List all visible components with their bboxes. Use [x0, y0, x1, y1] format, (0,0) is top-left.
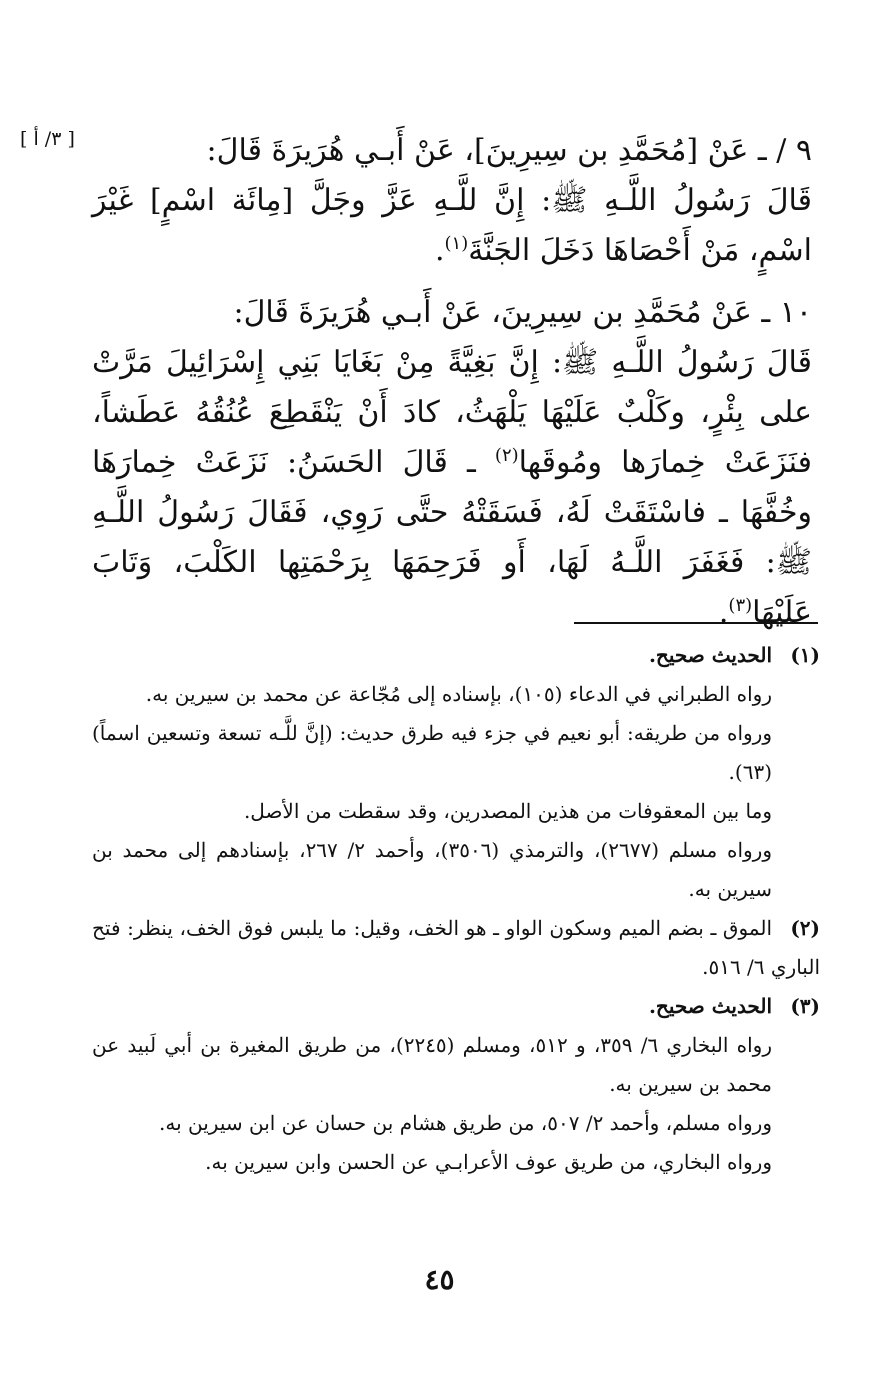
footnote-line: وما بين المعقوفات من هذين المصدرين، وقد سقطت من الأصل. — [243, 799, 772, 823]
footnote-line: رواه البخاري ٦/ ٣٥٩، و ٥١٢، ومسلم (٢٢٤٥)، من طريق المغيرة بن أبي لَبيد عن محمد بن سيرين به. — [92, 1033, 772, 1096]
hadith-9-heading: ٩ / ـ عَنْ [مُحَمَّدِ بن سِيرِينَ]، عَنْ أَبـي هُرَيرَةَ قَالَ: — [206, 133, 812, 168]
footnote-marker-2: (٢) — [494, 445, 519, 466]
page-number: ٤٥ — [424, 1263, 455, 1296]
footnote-marker-1: (١) — [444, 233, 469, 254]
hadith-9-matn: قَالَ رَسُولُ اللَّـهِ ﷺ: إِنَّ للَّـهِ عَزَّ وجَلَّ [مِائَة اسْمٍ] غَيْرَ اسْمٍ، مَنْ أَحْصَاهَا دَخَلَ الجَنَّةَ — [92, 183, 812, 268]
hadith-10-matn-part-1: قَالَ رَسُولُ اللَّـهِ ﷺ: إِنَّ بَغِيَّةً مِنْ بَغَايَا بَنِي إِسْرَائِيلَ مَرَّتْ على بِئْرٍ، وكَلْبٌ عَلَيْهَا يَلْهَثُ، كادَ أَنْ يَنْقَطِعَ عُنُقُهُ عَطَشاً، فنَزَعَتْ خِمارَها ومُوقَها — [92, 345, 813, 480]
hadith-10-end: . — [718, 595, 729, 630]
footnote-text: الموق ـ بضم الميم وسكون الواو ـ هو الخف، وقيل: ما يلبس فوق الخف، ينظر: فتح الباري ٦/ ٥١٦. — [92, 916, 820, 979]
hadith-9-end: . — [434, 233, 445, 268]
footnote-number: (٣) — [790, 994, 820, 1018]
hadith-10-matn-part-2: ـ قَالَ الحَسَنُ: نَزَعَتْ خِمارَهَا وخُفَّهَا ـ فاسْتَقَتْ لَهُ، فَسَقَتْهُ حتَّى رَوِي، فَقَالَ رَسُولُ اللَّـهِ ﷺ: فَغَفَرَ اللَّـهُ لَهَا، أَو فَرَحِمَهَا بِرَحْمَتِها الكَلْبَ، وَتَابَ عَلَيْهَا — [92, 445, 812, 630]
footnote-number: (١) — [790, 643, 820, 667]
hadith-body — [92, 118, 812, 644]
footnote-line: ورواه البخاري، من طريق عوف الأعرابـي عن الحسن وابن سيرين به. — [205, 1150, 772, 1174]
hadith-10-heading: ١٠ ـ عَنْ مُحَمَّدِ بن سِيرِينَ، عَنْ أَبـي هُرَيرَةَ قَالَ: — [233, 295, 812, 330]
footnotes — [92, 636, 820, 1182]
hadith-10-text — [92, 338, 812, 638]
footnote-line: ورواه من طريقه: أبو نعيم في جزء فيه طرق حديث: (إنَّ للَّـه تسعة وتسعين اسماً) (٦٣). — [92, 721, 772, 784]
footnote-separator — [574, 622, 818, 624]
footnote-3 — [92, 987, 820, 1182]
footnote-2 — [92, 909, 820, 987]
manuscript-folio-reference: [ ٣/ أ ] — [20, 128, 75, 150]
footnote-marker-3: (٣) — [728, 595, 753, 616]
footnote-heading: الحديث صحيح. — [648, 643, 772, 667]
footnote-line: ورواه مسلم، وأحمد ٢/ ٥٠٧، من طريق هشام بن حسان عن ابن سيرين به. — [159, 1111, 772, 1135]
footnote-line: رواه الطبراني في الدعاء (١٠٥)، بإسناده إلى مُجّاعة عن محمد بن سيرين به. — [145, 682, 772, 706]
footnote-number: (٢) — [790, 916, 820, 940]
footnote-1 — [92, 636, 820, 909]
hadith-9-text — [92, 176, 812, 276]
footnote-line: ورواه مسلم (٢٦٧٧)، والترمذي (٣٥٠٦)، وأحمد ٢/ ٢٦٧، بإسنادهم إلى محمد بن سيرين به. — [92, 838, 772, 901]
footnote-heading: الحديث صحيح. — [648, 994, 772, 1018]
